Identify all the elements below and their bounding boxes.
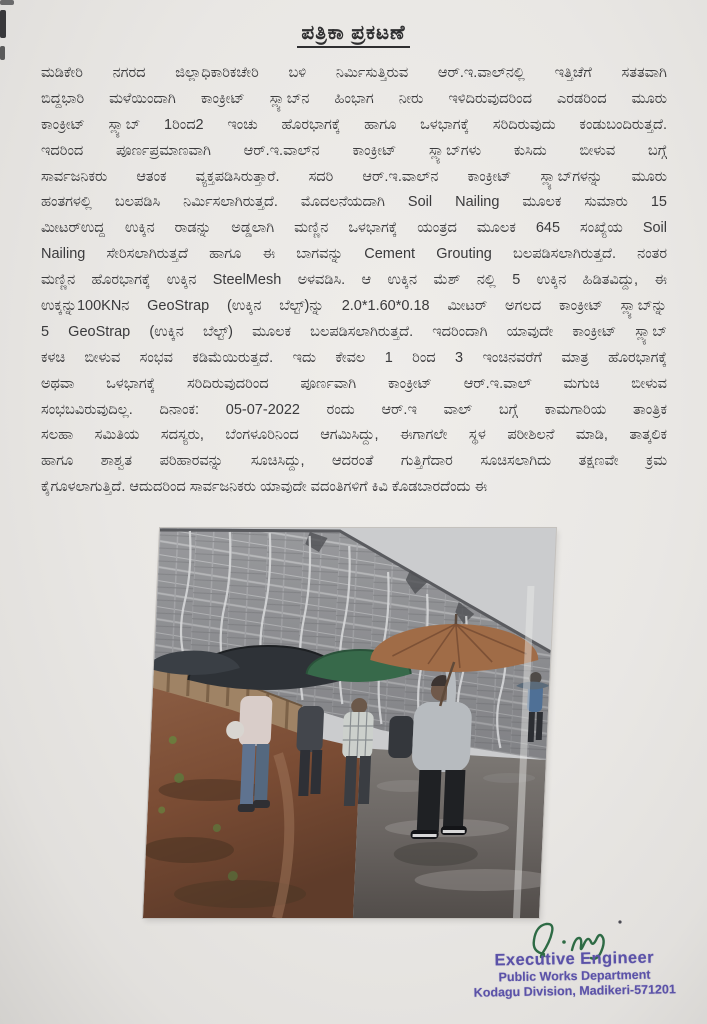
body-line: ಮಡಿಕೇರಿ ನಗರದ ಜಿಲ್ಲಾಧಿಕಾರಿಕಚೇರಿ ಬಳಿ ನಿರ್ಮಿಸುತ್ತಿರುವ ಆರ್.ಇ.ವಾಲ್‌ನಲ್ಲಿ ಇತ್ತಿಚೆಗೆ ಸತತವಾಗಿ — [41, 65, 667, 81]
body-line: ಹಾಗೂ ಶಾಶ್ವತ ಪರಿಹಾರವನ್ನು ಸೂಚಿಸಿದ್ದು, ಆದರಂತೆ ಗುತ್ತಿಗೆದಾರ ಸೂಚಿಸಲಾಗಿದು ತಕ್ಷಣವೇ ಕ್ರಮ — [41, 453, 667, 470]
body-line: ಕಾಂಕ್ರೀಟ್ ಸ್ಲ್ಯಾಬ್ 1ರಿಂದ2 ಇಂಚು ಹೊರಭಾಗಕ್ಕೆ ಹಾಗೂ ಒಳಭಾಗಕ್ಕೆ ಸರಿದಿರುವುದು ಕಂಡುಬಂದಿರುತ್ತದೆ. — [41, 116, 667, 133]
page-title-text: ಪತ್ರಿಕಾ ಪ್ರಕಟಣೆ — [297, 22, 409, 48]
body-line: ಮಣ್ಣಿನ ಹೊರಭಾಗಕ್ಕೆ ಉಕ್ಕಿನ SteelMesh ಅಳವಡಿಸಿ. ಆ ಉಕ್ಕಿನ ಮೆಶ್ ನಲ್ಲಿ 5 ಉಕ್ಕಿನ ಹಿಡಿತವಿದ್ದು, ಈ — [41, 272, 667, 289]
body-line: ಬಿದ್ದಭಾರಿ ಮಳೆಯಿಂದಾಗಿ ಕಾಂಕ್ರೀಟ್ ಸ್ಲ್ಯಾಬ್‌ನ ಹಿಂಭಾಗ ನೀರು ಇಳಿದಿರುವುದರಿಂದ ಎರಡರಿಂದ ಮೂರು — [41, 90, 667, 107]
body-line: ಉಕ್ಕನ್ನು100KNನ GeoStrap (ಉಕ್ಕಿನ ಬೆಲ್ಟ್)ನ್ನು 2.0*1.60*0.18 ಮೀಟರ್ ಅಗಲದ ಕಾಂಕ್ರೀಟ್ ಸ್ಲ್ಯಾಬ್‌ನ್ನು — [41, 298, 667, 315]
stamp-designation: Executive Engineer — [494, 948, 655, 970]
body-line: ಸಂಭಬವಿರುವುದಿಲ್ಲ. ದಿನಾಂಕ: 05-07-2022 ರಂದು ಆರ್.ಇ ವಾಲ್ ಬಗ್ಗೆ ಕಾಮಗಾರಿಯ ತಾಂತ್ರಿಕ — [41, 401, 667, 418]
site-photo-graphic — [143, 528, 556, 918]
press-release-body — [41, 61, 667, 501]
body-line: ಹಂತಗಳಲ್ಲಿ ಬಲಪಡಿಸಿ ನಿರ್ಮಿಸಲಾಗಿರುತ್ತದೆ. ಮೊದಲನೆಯದಾಗಿ Soil Nailing ಮೂಲಕ ಸುಮಾರು 15 — [41, 194, 667, 211]
scan-smudge — [0, 46, 5, 60]
body-line: ಸಲಹಾ ಸಮಿತಿಯ ಸದಸ್ಯರು, ಬೆಂಗಳೂರಿನಿಂದ ಆಗಮಿಸಿದ್ದು, ಈಗಾಗಲೇ ಸ್ಥಳ ಪರೀಶಿಲನೆ ಮಾಡಿ, ತಾತ್ಕಲಿಕ — [41, 427, 667, 444]
body-line: ಕೈಗೂಳಲಾಗುತ್ತಿದೆ. ಆದುದರಿಂದ ಸಾರ್ವಜನಿಕರು ಯಾವುದೇ ವದಂತಿಗಳಿಗೆ ಕಿವಿ ಕೊಡಬಾರದೆಂದು ಈ — [41, 479, 488, 496]
site-photo — [143, 528, 556, 918]
person-background — [388, 716, 414, 758]
body-line: ಕಳಚಿ ಬೀಳುವ ಸಂಭವ ಕಡಿಮೆಯಿರುತ್ತದೆ. ಇದು ಕೇವಲ 1 ರಿಂದ 3 ಇಂಚಿನವರೆಗೆ ಮಾತ್ರ ಹೊರಭಾಗಕ್ಕೆ — [41, 349, 667, 366]
page-title — [0, 22, 707, 45]
body-line: ಇದರಿಂದ ಪೂರ್ಣಪ್ರಮಾಣವಾಗಿ ಆರ್.ಇ.ವಾಲ್‌ನ ಕಾಂಕ್ರೀಟ್ ಸ್ಲ್ಯಾಬ್‌ಗಳು ಕುಸಿದು ಬೀಳುವ ಬಗ್ಗೆ — [41, 142, 667, 159]
stamp-division-address: Kodagu Division, Madikeri-571201 — [473, 982, 676, 1000]
stamp-department: Public Works Department — [498, 967, 651, 985]
body-line: ಮೀಟರ್‌ಉದ್ದ ಉಕ್ಕಿನ ರಾಡನ್ನು ಅಡ್ಡಲಾಗಿ ಮಣ್ಣಿನ ಒಳಭಾಗಕ್ಕೆ ಯಂತ್ರದ ಮೂಲಕ 645 ಸಂಖ್ಯೆಯ Soil — [41, 220, 667, 237]
body-line: ಸಾರ್ವಜನಿಕರು ಆತಂಕ ವ್ಯಕ್ತಪಡಿಸಿರುತ್ತಾರೆ. ಸದರಿ ಆರ್.ಇ.ವಾಲ್‌ನ ಕಾಂಕ್ರೀಟ್ ಸ್ಲ್ಯಾಬ್‌ಗಳನ್ನು ಮೂರು — [41, 168, 667, 185]
body-line: Nailing ಸೇರಿಸಲಾಗಿರುತ್ತದೆ ಹಾಗೂ ಈ ಬಾಗವನ್ನು Cement Grouting ಬಲಪಡಿಸಲಾಗಿರುತ್ತದೆ. ನಂತರ — [41, 246, 667, 263]
scan-smudge — [0, 0, 14, 5]
office-stamp — [452, 948, 698, 1001]
body-line: ಅಥವಾ ಒಳಭಾಗಕ್ಕೆ ಸರಿದಿರುವುದರಿಂದ ಪೂರ್ಣವಾಗಿ ಕಾಂಕ್ರೀಟ್ ಆರ್.ಇ.ವಾಲ್ ಮಗುಚಿ ಬೀಳುವ — [41, 375, 667, 392]
body-line: 5 GeoStrap (ಉಕ್ಕಿನ ಬೆಲ್ಟ್) ಮೂಲಕ ಬಲಪಡಿಸಲಾಗಿರುತ್ತದೆ. ಇದರಿಂದಾಗಿ ಯಾವುದೇ ಕಾಂಕ್ರೀಟ್ ಸ್ಲ್ಯಾಬ್ — [41, 323, 667, 340]
